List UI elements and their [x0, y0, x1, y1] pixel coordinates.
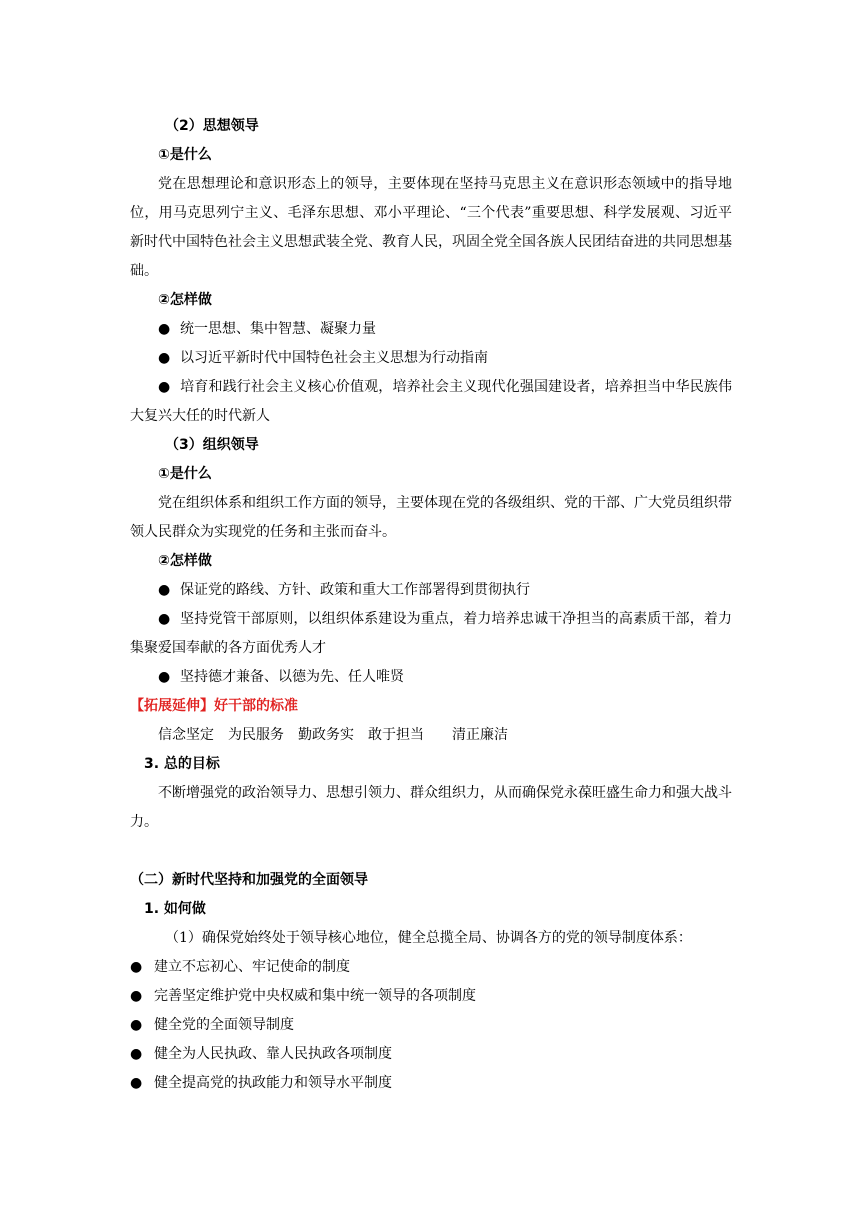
bullet-icon: ●: [158, 611, 171, 627]
extension-item: 信念坚定: [158, 727, 214, 743]
subheading-how: ②怎样做: [158, 292, 212, 308]
extension-item: 清正廉洁: [452, 727, 508, 743]
bullet-item: ● 保证党的路线、方针、政策和重大工作部署得到贯彻执行: [130, 576, 732, 605]
extension-label: 【拓展延伸】好干部的标准: [130, 698, 298, 714]
bullet-icon: ●: [130, 959, 143, 975]
bullet-item: ● 完善坚定维护党中央权威和集中统一领导的各项制度: [130, 982, 732, 1011]
extension-item: 敢于担当: [368, 727, 424, 743]
bullet-item: ● 建立不忘初心、牢记使命的制度: [130, 953, 732, 982]
extension-items: [130, 721, 732, 750]
bullet-icon: ●: [158, 379, 171, 395]
bullet-icon: ●: [158, 582, 171, 598]
bullet-item: ● 健全党的全面领导制度: [130, 1011, 732, 1040]
part2-item1: （1）确保党始终处于领导核心地位，健全总揽全局、协调各方的党的领导制度体系：: [165, 930, 692, 946]
bullet-item: ● 健全为人民执政、靠人民执政各项制度: [130, 1040, 732, 1069]
subheading-what: ①是什么: [158, 466, 212, 482]
bullet-item: ● 健全提高党的执政能力和领导水平制度: [130, 1069, 732, 1098]
bullet-icon: ●: [158, 669, 171, 685]
bullet-icon: ●: [158, 321, 171, 337]
bullet-item: ● 以习近平新时代中国特色社会主义思想为行动指南: [130, 344, 732, 373]
goal-paragraph: 不断增强党的政治领导力、思想引领力、群众组织力，从而确保党永葆旺盛生命力和强大战斗力。: [130, 785, 732, 830]
extension-item: 勤政务实: [298, 727, 354, 743]
bullet-item: ● 培育和践行社会主义核心价值观，培养社会主义现代化强国建设者，培养担当中华民族伟大复兴大任的时代新人: [130, 373, 732, 431]
bullet-item: ● 坚持党管干部原则，以组织体系建设为重点，着力培养忠诚干净担当的高素质干部，着力集聚爱国奉献的各方面优秀人才: [130, 605, 732, 663]
bullet-item: ● 坚持德才兼备、以德为先、任人唯贤: [130, 663, 732, 692]
bullet-icon: ●: [130, 1046, 143, 1062]
part2-heading: （二）新时代坚持和加强党的全面领导: [130, 872, 368, 888]
extension-item: 为民服务: [228, 727, 284, 743]
paragraph-ideological-what: 党在思想理论和意识形态上的领导，主要体现在坚持马克思主义在意识形态领域中的指导地位，用马克思列宁主义、毛泽东思想、邓小平理论、“三个代表”重要思想、科学发展观、习近平新时代中国特色社会主义思想武装全党、教育人民，巩固全党全国各族人民团结奋进的共同思想基础。: [130, 176, 732, 279]
subheading-how: ②怎样做: [158, 553, 212, 569]
part2-subheading: 1. 如何做: [144, 901, 206, 917]
bullet-icon: ●: [130, 988, 143, 1004]
bullet-icon: ●: [158, 350, 171, 366]
goal-heading: 3. 总的目标: [144, 756, 220, 772]
subheading-what: ①是什么: [158, 147, 212, 163]
document-content: [130, 112, 732, 1098]
section-heading-organizational: （3）组织领导: [165, 437, 259, 453]
bullet-icon: ●: [130, 1017, 143, 1033]
section-heading-ideological: （2）思想领导: [165, 118, 259, 134]
bullet-icon: ●: [130, 1075, 143, 1091]
paragraph-organizational-what: 党在组织体系和组织工作方面的领导，主要体现在党的各级组织、党的干部、广大党员组织带领人民群众为实现党的任务和主张而奋斗。: [130, 495, 732, 540]
bullet-item: ● 统一思想、集中智慧、凝聚力量: [130, 315, 732, 344]
